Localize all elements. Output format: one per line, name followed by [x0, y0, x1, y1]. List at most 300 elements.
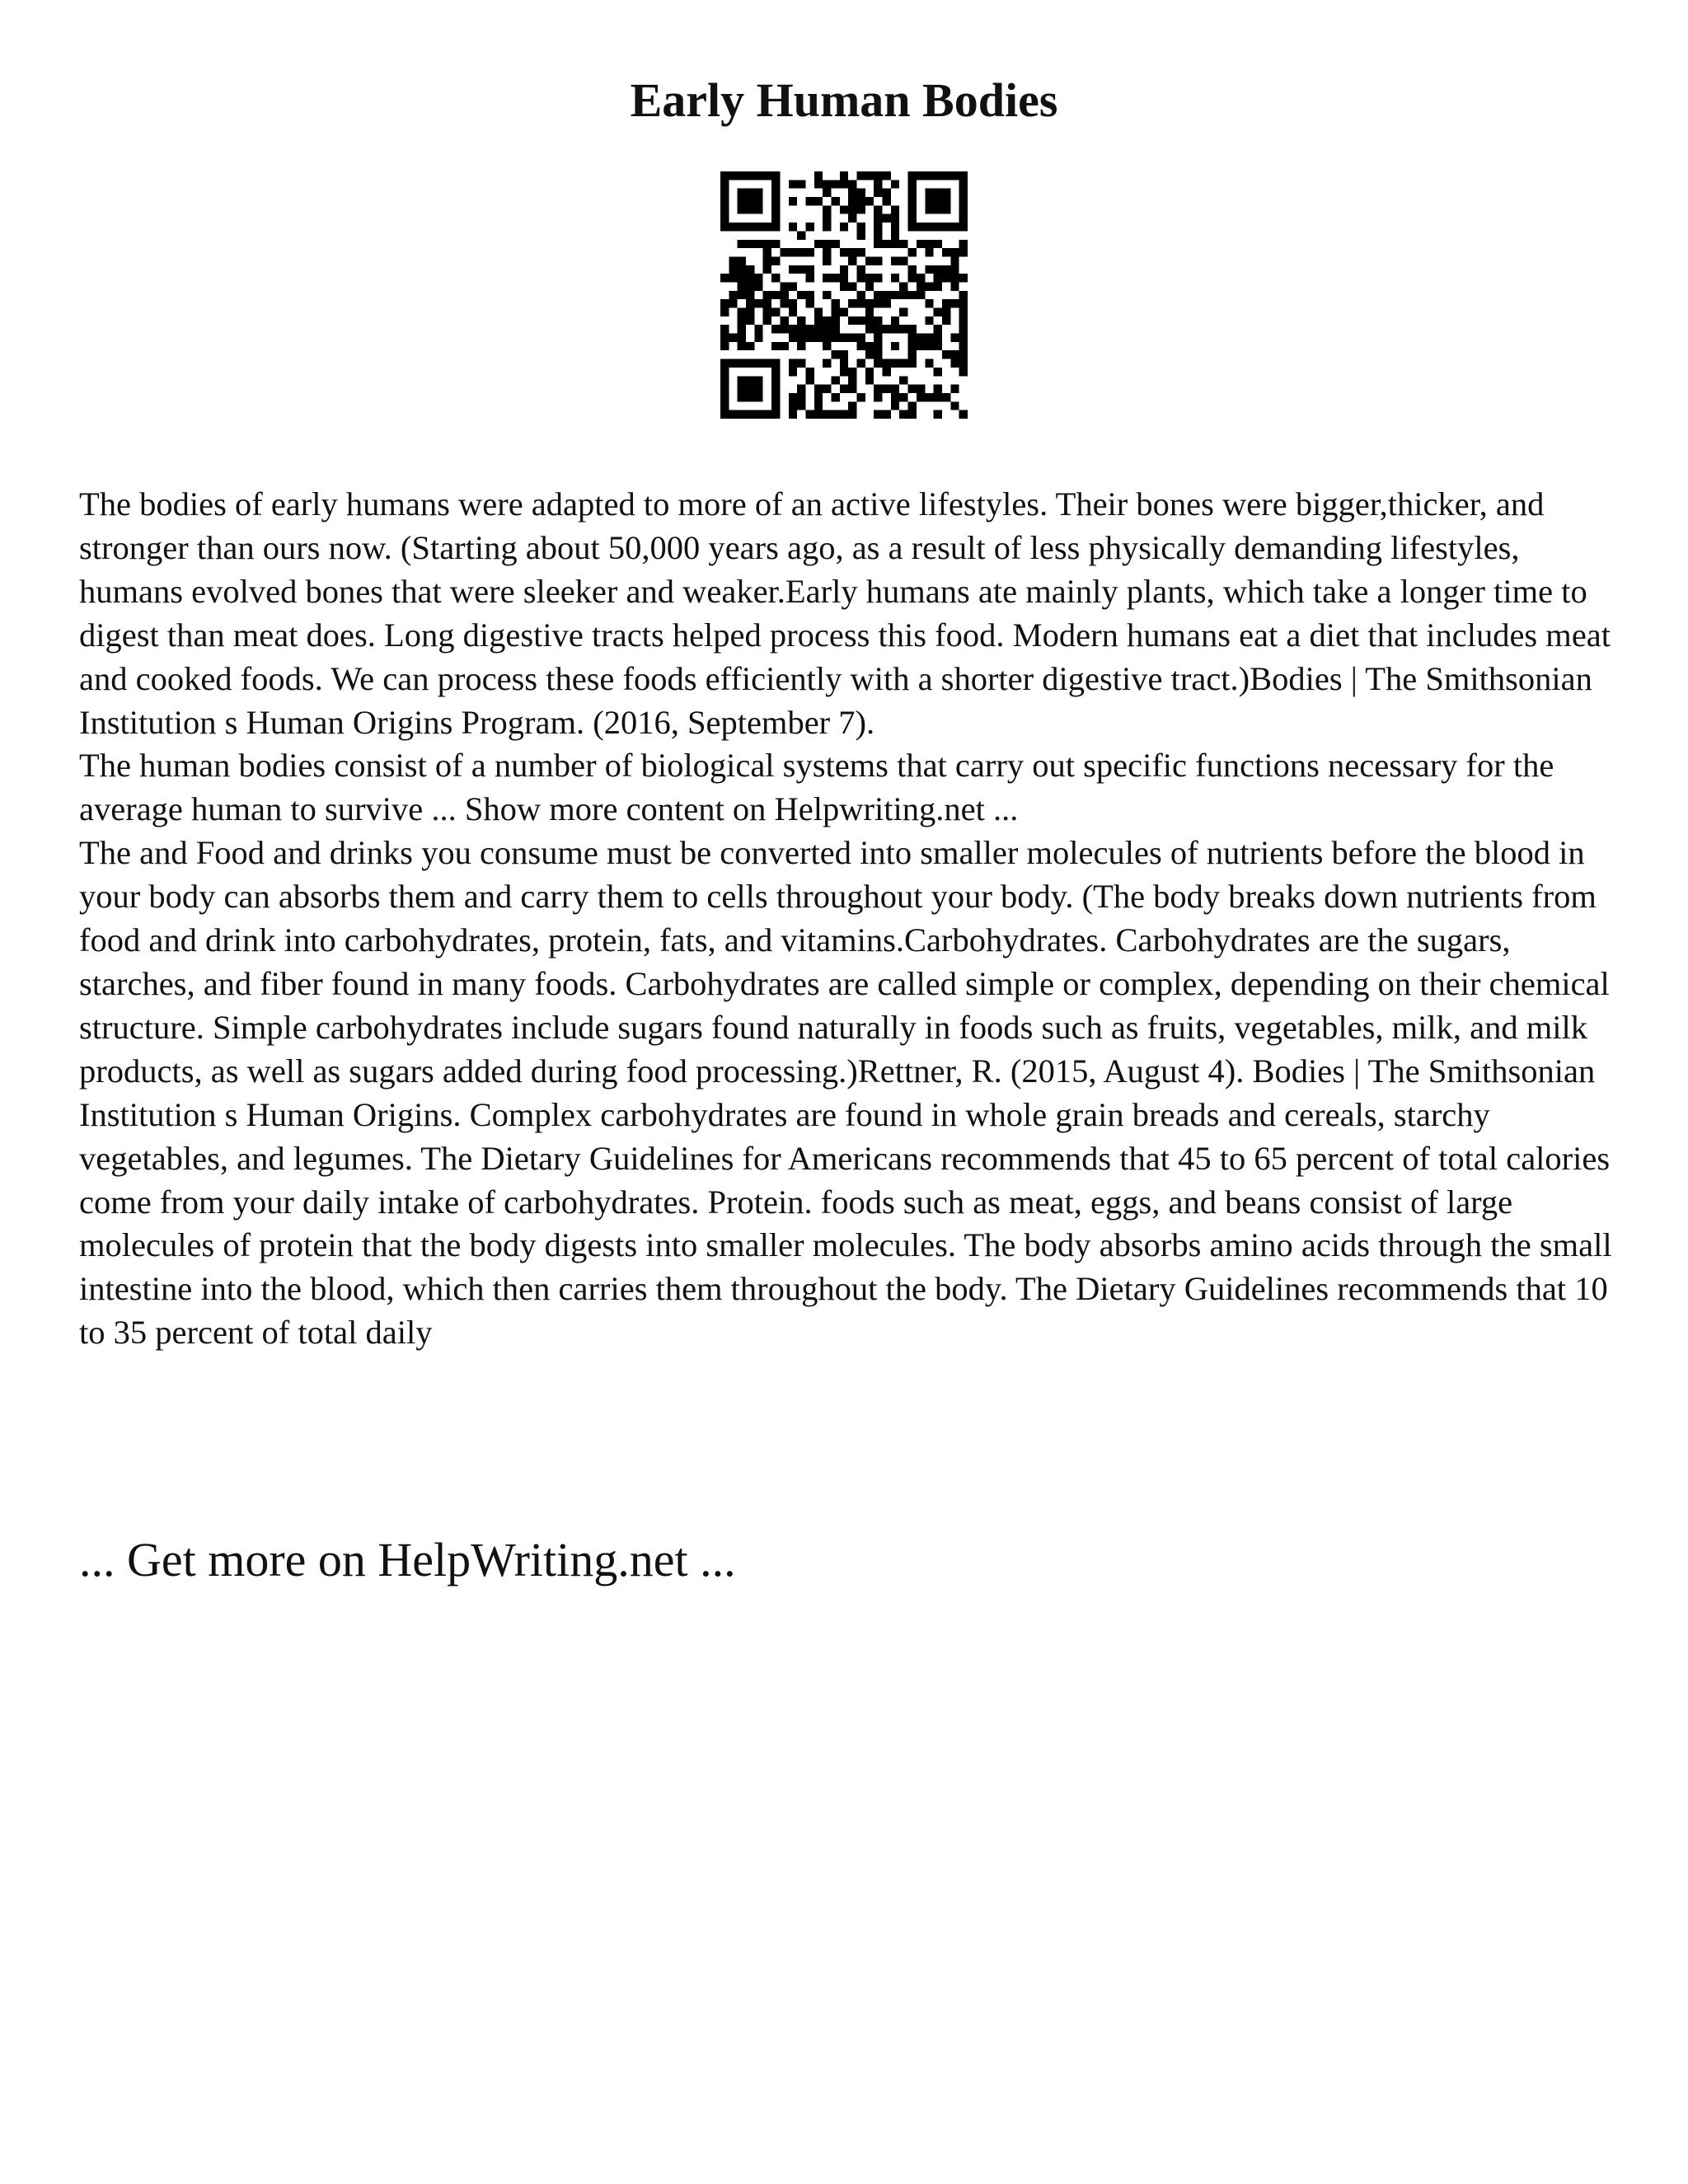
qr-module: [959, 410, 968, 419]
qr-module: [959, 205, 968, 213]
qr-module: [720, 180, 729, 188]
qr-module: [754, 334, 762, 342]
qr-module: [865, 368, 874, 376]
qr-module: [814, 180, 823, 188]
qr-module: [908, 197, 917, 205]
qr-module: [754, 359, 762, 368]
qr-module: [789, 308, 797, 316]
qr-module: [831, 334, 839, 342]
qr-module: [908, 359, 917, 368]
qr-module: [797, 248, 805, 256]
qr-module: [823, 189, 831, 197]
qr-module: [780, 342, 788, 350]
qr-module: [720, 171, 729, 180]
qr-module: [771, 214, 780, 223]
qr-module: [771, 393, 780, 401]
qr-module: [942, 248, 950, 256]
qr-module: [917, 342, 925, 350]
qr-module: [857, 274, 865, 282]
qr-module: [848, 376, 856, 384]
qr-module: [823, 342, 831, 350]
qr-module: [771, 205, 780, 213]
qr-module: [805, 274, 814, 282]
qr-module: [959, 291, 968, 299]
qr-module: [789, 334, 797, 342]
qr-module: [840, 265, 848, 274]
qr-module: [738, 393, 746, 401]
qr-module: [857, 205, 865, 213]
qr-module: [950, 282, 959, 290]
qr-module: [771, 308, 780, 316]
qr-module: [848, 299, 856, 307]
qr-module: [848, 205, 856, 213]
qr-module: [848, 385, 856, 393]
qr-module: [754, 197, 762, 205]
qr-module: [754, 393, 762, 401]
qr-module: [754, 385, 762, 393]
qr-module: [959, 359, 968, 368]
qr-module: [729, 171, 737, 180]
qr-module: [865, 376, 874, 384]
qr-module: [883, 368, 891, 376]
qr-module: [934, 410, 942, 419]
qr-module: [823, 334, 831, 342]
qr-module: [797, 359, 805, 368]
qr-module: [763, 223, 771, 231]
qr-module: [959, 274, 968, 282]
qr-module: [925, 393, 933, 401]
qr-module: [814, 316, 823, 325]
qr-module: [789, 248, 797, 256]
qr-module: [917, 171, 925, 180]
qr-module: [959, 334, 968, 342]
qr-module: [950, 401, 959, 410]
qr-module: [797, 334, 805, 342]
qr-module: [950, 385, 959, 393]
qr-module: [754, 299, 762, 307]
qr-module: [805, 325, 814, 333]
qr-module: [771, 410, 780, 419]
qr-module: [720, 376, 729, 384]
qr-module: [908, 274, 917, 282]
qr-module: [925, 240, 933, 248]
qr-module: [720, 359, 729, 368]
qr-module: [874, 299, 882, 307]
article-body: [79, 483, 1629, 1355]
qr-module: [857, 359, 865, 368]
qr-module: [959, 171, 968, 180]
qr-module: [840, 308, 848, 316]
qr-module: [814, 410, 823, 419]
qr-module: [746, 385, 754, 393]
qr-module: [899, 359, 907, 368]
qr-code-graphic: [720, 171, 968, 419]
qr-module: [763, 291, 771, 299]
qr-module: [950, 256, 959, 265]
qr-module: [874, 410, 882, 419]
qr-module: [874, 385, 882, 393]
qr-module: [805, 376, 814, 384]
qr-module: [823, 274, 831, 282]
qr-module: [840, 334, 848, 342]
qr-module: [883, 197, 891, 205]
qr-module: [823, 223, 831, 231]
qr-module: [942, 393, 950, 401]
qr-module: [908, 205, 917, 213]
qr-module: [848, 282, 856, 290]
qr-module: [771, 401, 780, 410]
qr-module: [899, 308, 907, 316]
qr-module: [883, 240, 891, 248]
qr-module: [857, 189, 865, 197]
qr-module: [908, 350, 917, 359]
qr-module: [874, 325, 882, 333]
qr-module: [899, 410, 907, 419]
qr-module: [771, 274, 780, 282]
qr-module: [899, 282, 907, 290]
qr-module: [942, 299, 950, 307]
qr-module: [805, 368, 814, 376]
qr-module: [771, 291, 780, 299]
qr-module: [934, 205, 942, 213]
qr-module: [934, 282, 942, 290]
qr-module: [934, 308, 942, 316]
qr-module: [908, 248, 917, 256]
qr-module: [746, 171, 754, 180]
qr-module: [720, 385, 729, 393]
qr-module: [789, 282, 797, 290]
qr-module: [771, 197, 780, 205]
qr-module: [925, 359, 933, 368]
qr-module: [857, 393, 865, 401]
qr-module: [754, 189, 762, 197]
qr-module: [771, 368, 780, 376]
qr-module: [738, 325, 746, 333]
qr-module: [789, 265, 797, 274]
qr-module: [720, 274, 729, 282]
qr-module: [729, 223, 737, 231]
qr-module: [746, 197, 754, 205]
qr-module: [831, 308, 839, 316]
qr-module: [746, 308, 754, 316]
qr-module: [738, 282, 746, 290]
qr-module: [729, 334, 737, 342]
qr-module: [865, 299, 874, 307]
qr-module: [720, 205, 729, 213]
qr-module: [917, 291, 925, 299]
qr-module: [771, 385, 780, 393]
qr-module: [805, 291, 814, 299]
qr-module: [908, 189, 917, 197]
qr-module: [899, 325, 907, 333]
qr-module: [908, 325, 917, 333]
qr-module: [942, 274, 950, 282]
qr-module: [848, 256, 856, 265]
qr-module: [840, 282, 848, 290]
qr-module: [840, 410, 848, 419]
qr-module: [883, 385, 891, 393]
qr-module: [805, 265, 814, 274]
qr-module: [917, 393, 925, 401]
qr-module: [720, 401, 729, 410]
qr-module: [797, 265, 805, 274]
qr-module: [831, 197, 839, 205]
qr-module: [899, 291, 907, 299]
qr-module: [840, 274, 848, 282]
qr-module: [874, 291, 882, 299]
qr-module: [823, 256, 831, 265]
qr-module: [950, 350, 959, 359]
qr-module: [891, 205, 899, 213]
qr-module: [925, 282, 933, 290]
qr-module: [848, 214, 856, 223]
qr-module: [891, 385, 899, 393]
qr-module: [874, 180, 882, 188]
qr-module: [738, 385, 746, 393]
qr-module: [865, 274, 874, 282]
qr-module: [823, 180, 831, 188]
qr-module: [805, 248, 814, 256]
qr-module: [891, 291, 899, 299]
qr-module: [942, 205, 950, 213]
qr-module: [865, 342, 874, 350]
qr-module: [738, 308, 746, 316]
qr-module: [891, 316, 899, 325]
qr-module: [899, 393, 907, 401]
qr-module: [729, 299, 737, 307]
qr-module: [738, 256, 746, 265]
qr-module: [823, 205, 831, 213]
qr-module: [789, 368, 797, 376]
qr-module: [865, 316, 874, 325]
qr-module: [831, 240, 839, 248]
qr-module: [780, 316, 788, 325]
qr-module: [823, 325, 831, 333]
qr-module: [840, 171, 848, 180]
qr-module: [857, 231, 865, 239]
qr-module: [908, 385, 917, 393]
qr-module: [789, 197, 797, 205]
qr-module: [814, 393, 823, 401]
qr-module: [917, 223, 925, 231]
qr-module: [917, 282, 925, 290]
qr-module: [754, 240, 762, 248]
qr-module: [925, 223, 933, 231]
paragraph-3: The and Food and drinks you consume must be converted into smaller molecules of nutrients before the blood in your body can absorbs them and carry them to cells throughout your body. (The body breaks down nutrients from food and drink into carbohydrates, protein, fats, and vitamins.Carbohydrates. Carbohydrates are the sugars, starches, and fiber found in many foods. Carbohydrates are called simple or complex, depending on their chemical structure. Simple carbohydrates include sugars found naturally in foods such as fruits, vegetables, milk, and milk products, as well as sugars added during food processing.)Rettner, R. (2015, August 4). Bodies | The Smithsonian Institution s Human Origins. Complex carbohydrates are found in whole grain breads and cereals, starchy vegetables, and legumes. The Dietary Guidelines for Americans recommends that 45 to 65 percent of total calories come from your daily intake of carbohydrates. Protein. foods such as meat, eggs, and beans consist of large molecules of protein that the body digests into smaller molecules. The body absorbs amino acids through the small intestine into the blood, which then carries them throughout the body. The Dietary Guidelines recommends that 10 to 35 percent of total daily: [79, 834, 1612, 1352]
qr-module: [908, 214, 917, 223]
qr-module: [840, 180, 848, 188]
qr-module: [950, 171, 959, 180]
qr-module: [857, 299, 865, 307]
qr-module: [771, 376, 780, 384]
qr-module: [797, 291, 805, 299]
qr-module: [848, 401, 856, 410]
qr-module: [857, 197, 865, 205]
qr-module: [908, 401, 917, 410]
qr-module: [934, 274, 942, 282]
qr-module: [883, 359, 891, 368]
qr-module: [959, 350, 968, 359]
qr-module: [891, 223, 899, 231]
qr-module: [874, 214, 882, 223]
qr-module: [797, 393, 805, 401]
qr-module: [840, 223, 848, 231]
qr-code[interactable]: [720, 171, 968, 419]
qr-module: [874, 205, 882, 213]
qr-module: [874, 393, 882, 401]
qr-module: [857, 342, 865, 350]
qr-module: [950, 274, 959, 282]
qr-module: [942, 308, 950, 316]
qr-module: [874, 334, 882, 342]
qr-module: [840, 350, 848, 359]
qr-module: [746, 240, 754, 248]
get-more-link[interactable]: ... Get more on HelpWriting.net ...: [79, 1533, 736, 1586]
qr-module: [746, 393, 754, 401]
qr-module: [865, 350, 874, 359]
qr-module: [746, 282, 754, 290]
qr-module: [950, 248, 959, 256]
page-title: Early Human Bodies: [630, 73, 1058, 127]
qr-module: [874, 189, 882, 197]
qr-module: [746, 291, 754, 299]
qr-module: [814, 171, 823, 180]
qr-module: [840, 248, 848, 256]
qr-module: [823, 248, 831, 256]
qr-module: [823, 214, 831, 223]
qr-module: [934, 385, 942, 393]
qr-module: [738, 274, 746, 282]
qr-module: [959, 214, 968, 223]
qr-module: [908, 265, 917, 274]
qr-module: [942, 316, 950, 325]
qr-module: [908, 410, 917, 419]
qr-module: [857, 171, 865, 180]
qr-module: [848, 180, 856, 188]
qr-module: [763, 316, 771, 325]
qr-module: [848, 197, 856, 205]
qr-module: [771, 223, 780, 231]
qr-module: [746, 376, 754, 384]
qr-module: [738, 171, 746, 180]
qr-module: [865, 308, 874, 316]
qr-module: [865, 171, 874, 180]
qr-module: [891, 240, 899, 248]
qr-module: [763, 240, 771, 248]
qr-module: [797, 316, 805, 325]
qr-module: [738, 189, 746, 197]
qr-module: [840, 205, 848, 213]
qr-module: [738, 359, 746, 368]
qr-module: [738, 334, 746, 342]
qr-module: [738, 376, 746, 384]
qr-module: [917, 274, 925, 282]
qr-module: [908, 171, 917, 180]
qr-module: [738, 197, 746, 205]
qr-module: [797, 401, 805, 410]
qr-module: [771, 325, 780, 333]
qr-module: [831, 350, 839, 359]
qr-module: [754, 410, 762, 419]
qr-module: [874, 359, 882, 368]
qr-module: [754, 376, 762, 384]
qr-module: [950, 223, 959, 231]
qr-module: [814, 334, 823, 342]
qr-module: [831, 376, 839, 384]
qr-module: [874, 342, 882, 350]
qr-module: [720, 410, 729, 419]
qr-module: [925, 265, 933, 274]
qr-module: [959, 325, 968, 333]
qr-module: [814, 240, 823, 248]
qr-module: [771, 189, 780, 197]
qr-module: [934, 325, 942, 333]
qr-module: [797, 180, 805, 188]
qr-module: [848, 368, 856, 376]
qr-module: [883, 189, 891, 197]
qr-module: [746, 299, 754, 307]
qr-module: [823, 410, 831, 419]
qr-module: [883, 214, 891, 223]
qr-module: [934, 240, 942, 248]
qr-module: [857, 265, 865, 274]
qr-module: [738, 265, 746, 274]
qr-module: [738, 342, 746, 350]
qr-module: [891, 180, 899, 188]
qr-module: [720, 299, 729, 307]
qr-module: [789, 299, 797, 307]
qr-module: [891, 256, 899, 265]
qr-module: [891, 325, 899, 333]
qr-module: [874, 274, 882, 282]
qr-module: [874, 350, 882, 359]
qr-module: [789, 325, 797, 333]
qr-module: [891, 342, 899, 350]
qr-module: [899, 376, 907, 384]
qr-module: [720, 189, 729, 197]
qr-module: [823, 240, 831, 248]
qr-module: [771, 240, 780, 248]
qr-module: [934, 265, 942, 274]
qr-module: [789, 393, 797, 401]
qr-module: [840, 385, 848, 393]
qr-module: [720, 334, 729, 342]
qr-module: [848, 316, 856, 325]
qr-module: [874, 223, 882, 231]
qr-module: [959, 316, 968, 325]
qr-module: [899, 240, 907, 248]
qr-module: [746, 205, 754, 213]
qr-module: [746, 342, 754, 350]
qr-module: [925, 334, 933, 342]
qr-module: [754, 205, 762, 213]
qr-module: [934, 189, 942, 197]
qr-module: [823, 359, 831, 368]
qr-module: [942, 171, 950, 180]
qr-module: [950, 265, 959, 274]
qr-module: [934, 334, 942, 342]
qr-module: [746, 410, 754, 419]
qr-module: [857, 334, 865, 342]
qr-module: [738, 291, 746, 299]
qr-module: [959, 180, 968, 188]
qr-module: [771, 342, 780, 350]
qr-module: [959, 368, 968, 376]
qr-module: [857, 316, 865, 325]
qr-module: [771, 256, 780, 265]
qr-module: [959, 342, 968, 350]
qr-module: [746, 189, 754, 197]
